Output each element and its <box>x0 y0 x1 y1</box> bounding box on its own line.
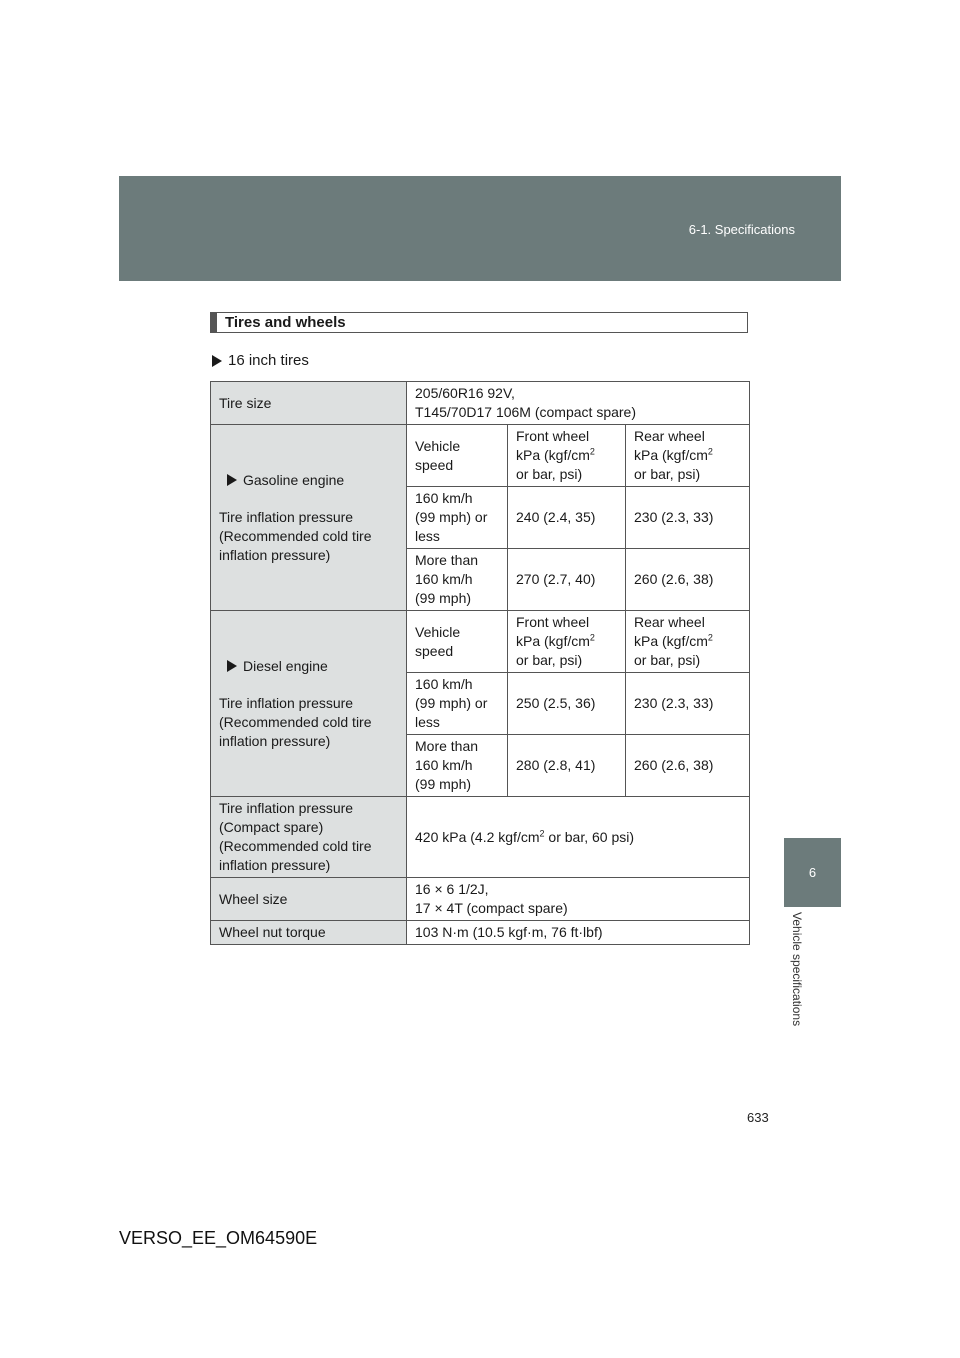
header-line: or bar, psi) <box>516 652 583 668</box>
gasoline-label-line2: (Recommended cold tire <box>219 527 372 544</box>
superscript: 2 <box>707 632 713 643</box>
table-row <box>211 382 750 425</box>
chapter-number: 6 <box>808 865 817 880</box>
page-number: 633 <box>747 1110 769 1125</box>
subheading <box>212 352 309 369</box>
specs-table <box>210 381 750 945</box>
tire-size-line2: T145/70D17 106M (compact spare) <box>415 404 636 420</box>
header-section-title: 6-1. Specifications <box>688 222 795 237</box>
spare-value <box>407 797 750 878</box>
header-line: Vehicle <box>415 623 461 640</box>
gasoline-row1-speed <box>407 487 508 549</box>
spare-label-line: Tire inflation pressure <box>219 800 354 816</box>
header-line: Rear wheel <box>634 428 705 444</box>
gasoline-row1-rear: 230 (2.3, 33) <box>626 487 750 549</box>
header-line: or bar, psi) <box>634 466 701 482</box>
speed-line: (99 mph) or <box>415 509 488 525</box>
wheel-size-label: Wheel size <box>211 878 407 921</box>
tire-size-value <box>407 382 750 425</box>
header-line: Front wheel <box>516 614 590 630</box>
header-line: Front wheel <box>516 428 590 444</box>
speed-line: More than <box>415 738 479 754</box>
diesel-front-header <box>508 611 626 673</box>
superscript: 2 <box>589 632 595 643</box>
triangle-bullet-icon <box>227 474 237 486</box>
gasoline-label-line1: Tire inflation pressure <box>219 508 354 525</box>
table-row <box>211 611 750 673</box>
table-row <box>211 878 750 921</box>
spare-label-line: (Compact spare) <box>219 819 324 835</box>
gasoline-front-header <box>508 425 626 487</box>
table-row <box>211 797 750 878</box>
nut-torque-value: 103 N·m (10.5 kgf·m, 76 ft·lbf) <box>407 921 750 945</box>
chapter-tab <box>784 838 841 907</box>
gasoline-row1-front: 240 (2.4, 35) <box>508 487 626 549</box>
wheel-size-line2: 17 × 4T (compact spare) <box>415 900 568 916</box>
speed-line: (99 mph) or <box>415 695 488 711</box>
tire-size-line1: 205/60R16 92V, <box>415 385 515 401</box>
diesel-engine-heading <box>219 657 398 676</box>
footer-document-code: VERSO_EE_OM64590E <box>119 1228 318 1248</box>
table-row <box>211 425 750 487</box>
header-line: speed <box>415 642 454 659</box>
diesel-label-line2: (Recommended cold tire <box>219 713 372 730</box>
diesel-label-cell <box>211 611 407 797</box>
speed-line: 160 km/h <box>415 676 473 692</box>
superscript: 2 <box>539 827 545 838</box>
gasoline-row2-front: 270 (2.7, 40) <box>508 549 626 611</box>
table-row <box>211 921 750 945</box>
section-title: Tires and wheels <box>225 314 346 331</box>
header-line <box>516 446 617 465</box>
diesel-row1-rear: 230 (2.3, 33) <box>626 673 750 735</box>
subheading-text: 16 inch tires <box>228 352 309 369</box>
speed-line: 160 km/h <box>415 571 473 587</box>
speed-line: 160 km/h <box>415 490 473 506</box>
spare-label-line: inflation pressure) <box>219 857 331 873</box>
diesel-row2-front: 280 (2.8, 41) <box>508 735 626 797</box>
header-unit: kPa (kgf/cm <box>516 447 590 463</box>
header-line: or bar, psi) <box>634 652 701 668</box>
header-unit: kPa (kgf/cm <box>634 633 708 649</box>
superscript: 2 <box>707 446 713 457</box>
gasoline-engine-text: Gasoline engine <box>243 471 345 488</box>
diesel-label-line1: Tire inflation pressure <box>219 694 354 711</box>
speed-line: less <box>415 714 440 730</box>
diesel-engine-text: Diesel engine <box>243 657 328 674</box>
header-line: Rear wheel <box>634 614 705 630</box>
header-line: or bar, psi) <box>516 466 583 482</box>
diesel-label-line3: inflation pressure) <box>219 732 331 749</box>
spare-label-line: (Recommended cold tire <box>219 838 372 854</box>
header-line <box>634 632 741 651</box>
diesel-rear-header <box>626 611 750 673</box>
gasoline-row2-rear: 260 (2.6, 38) <box>626 549 750 611</box>
nut-torque-label: Wheel nut torque <box>211 921 407 945</box>
diesel-row2-speed <box>407 735 508 797</box>
triangle-bullet-icon <box>212 355 222 367</box>
diesel-speed-header <box>407 611 508 673</box>
diesel-row1-speed <box>407 673 508 735</box>
spare-value-pre: 420 kPa (4.2 kgf/cm <box>415 828 540 845</box>
header-unit: kPa (kgf/cm <box>516 633 590 649</box>
gasoline-speed-header <box>407 425 508 487</box>
header-line: Vehicle <box>415 437 461 454</box>
diesel-row1-front: 250 (2.5, 36) <box>508 673 626 735</box>
spare-label-cell <box>211 797 407 878</box>
speed-line: (99 mph) <box>415 590 472 606</box>
gasoline-rear-header <box>626 425 750 487</box>
diesel-row2-rear: 260 (2.6, 38) <box>626 735 750 797</box>
speed-line: 160 km/h <box>415 757 473 773</box>
speed-line: less <box>415 528 440 544</box>
header-line <box>516 632 617 651</box>
triangle-bullet-icon <box>227 660 237 672</box>
header-line: speed <box>415 456 454 473</box>
header-unit: kPa (kgf/cm <box>634 447 708 463</box>
gasoline-engine-heading <box>219 471 398 490</box>
header-band <box>119 176 841 281</box>
speed-line: More than <box>415 552 479 568</box>
wheel-size-line1: 16 × 6 1/2J, <box>415 881 489 897</box>
header-line <box>634 446 741 465</box>
superscript: 2 <box>589 446 595 457</box>
section-heading <box>210 312 748 333</box>
spare-value-post: or bar, 60 psi) <box>544 828 635 845</box>
speed-line: (99 mph) <box>415 776 472 792</box>
wheel-size-value <box>407 878 750 921</box>
gasoline-label-line3: inflation pressure) <box>219 546 331 563</box>
chapter-label: Vehicle specifications <box>790 912 804 1027</box>
gasoline-row2-speed <box>407 549 508 611</box>
gasoline-label-cell <box>211 425 407 611</box>
tire-size-label: Tire size <box>211 382 407 425</box>
